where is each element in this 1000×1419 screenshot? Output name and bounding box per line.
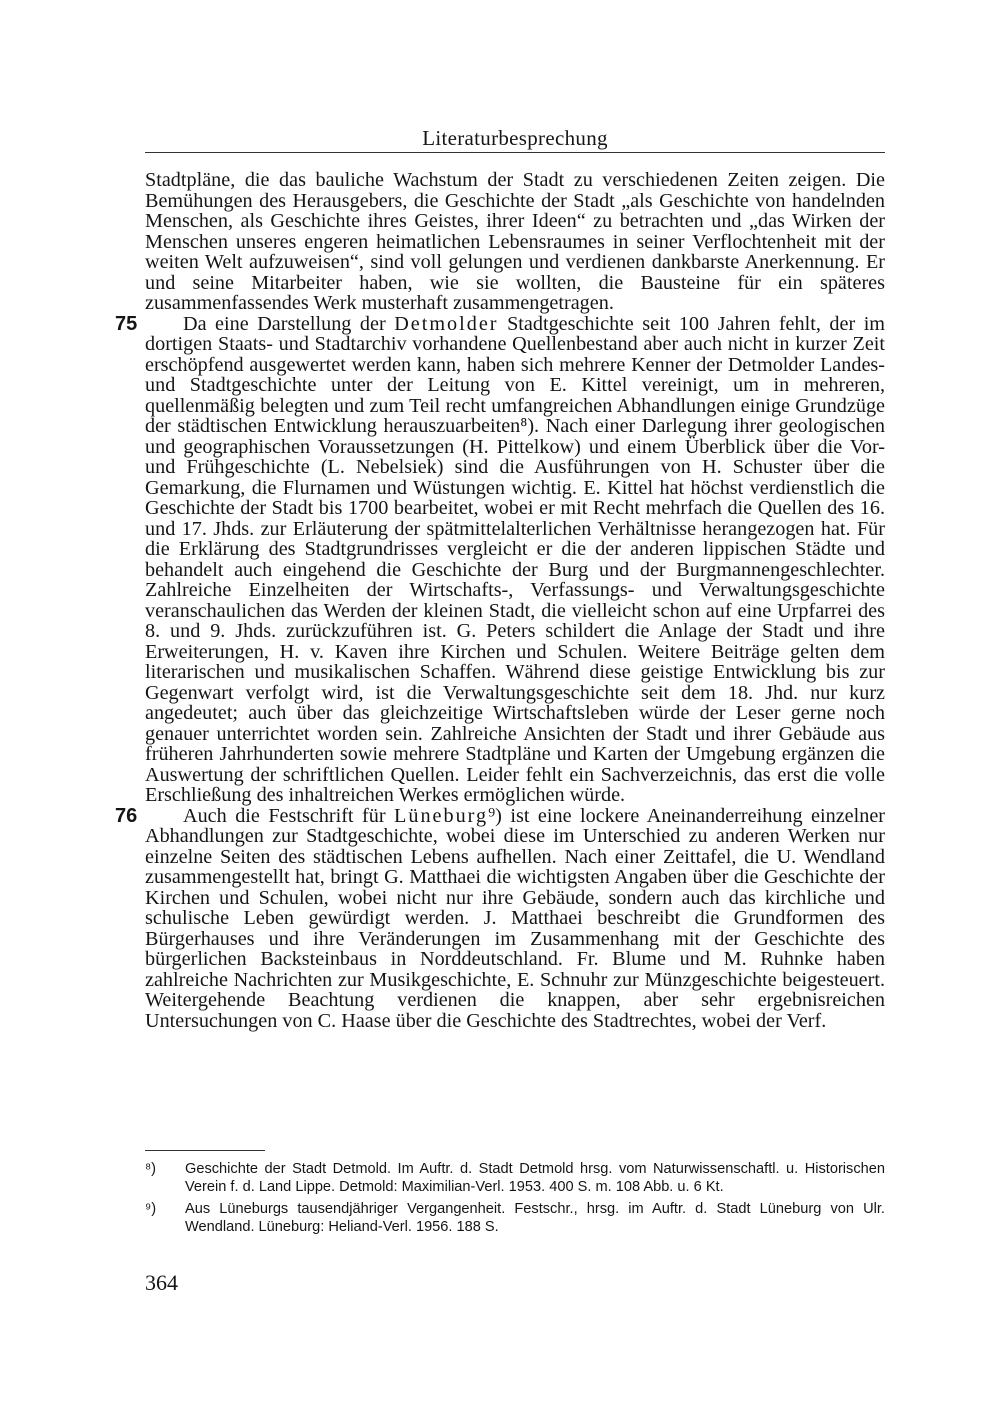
footnote-8-mark: ⁸) [145, 1161, 157, 1177]
paragraph-75 [115, 312, 886, 806]
footnotes [145, 1160, 885, 1240]
margin-number-75: 75 [115, 312, 138, 335]
main-text [115, 169, 886, 1032]
paragraph-76 [115, 804, 886, 1032]
paragraph-76-text-after: ⁹) ist eine lockere Aneinanderreihung einzelner Abhandlungen zur Stadtgeschichte, wobei diese im Unterschied zu anderen Werken nur einzelne Seiten des städtischen Lebens aufhellen. Nach einer Zeittafel, die U. Wendland zusammengestellt hat, bringt G. Matthaei die wichtigsten Angaben über die Geschichte der Kirchen und Schulen, wobei nicht nur ihre Gebäude, sondern auch das kirchliche und schulische Leben gewürdigt werden. J. Matthaei beschreibt die Grundformen des Bürgerhauses und ihre Veränderungen im Zusammenhang mit der Geschichte des bürgerlichen Backsteinbaus in Norddeutschland. Fr. Blume und M. Ruhnke haben zahlreiche Nachrichten zur Musikgeschichte, E. Schnuhr zur Münzgeschichte beigesteuert. Weitergehende Beachtung verdienen die knappen, aber sehr ergebnisreichen Untersuchungen von C. Haase über die Geschichte des Stadtrechtes, wobei der Verf. [145, 804, 886, 1032]
footnote-9 [145, 1200, 885, 1236]
footnote-9-text: Aus Lüneburgs tausendjähriger Vergangenheit. Festschr., hrsg. im Auftr. d. Stadt Lüneburg von Ulr. Wendland. Lüneburg: Heliand-Verl. 1956. 188 S. [185, 1201, 885, 1235]
header-rule [145, 152, 885, 153]
running-header: Literaturbesprechung [422, 126, 608, 150]
margin-number-76: 76 [115, 804, 138, 827]
footnote-8-text: Geschichte der Stadt Detmold. Im Auftr. d. Stadt Detmold hrsg. vom Naturwissenschaftl. u. Historischen Verein f. d. Land Lippe. Detmold: Maximilian-Verl. 1953. 400 S. m. 108 Abb. u. 6 Kt. [185, 1161, 885, 1195]
paragraph-75-spaced-name: Detmolder [394, 312, 499, 335]
paragraph-continuation: Stadtpläne, die das bauliche Wachstum der Stadt zu verschiedenen Zeiten zeigen. Die Bemühungen des Herausgebers, die Geschichte der Stadt „als Geschichte von handelnden Menschen, als Geschichte ihres Geistes, ihrer Ideen“ zu betrachten und „das Wirken der Menschen unseres engeren heimatlichen Lebensraumes in seiner Verflochtenheit mit der weiten Welt aufzuweisen“, sind voll gelungen und verdienen dankbarste Anerkennung. Er und seine Mitarbeiter haben, wie sie wollten, die Bausteine für ein späteres zusammenfassendes Werk musterhaft zusammengetragen. [145, 169, 885, 314]
paragraph-75-text-before: Da eine Darstellung der [183, 312, 395, 335]
paragraph-75-text-after: Stadtgeschichte seit 100 Jahren fehlt, der im dortigen Staats- und Stadtarchiv vorhandene Quellenbestand aber auch nicht in kurzer Zeit erschöpfend ausgewertet werden kann, haben sich mehrere Kenner der Detmolder Landes- und Stadtgeschichte unter der Leitung von E. Kittel vereinigt, um in mehreren, quellenmäßig belegten und zum Teil recht umfangreichen Abhandlungen einige Grundzüge der städtischen Entwicklung herauszuarbeiten⁸). Nach einer Darlegung ihrer geologischen und geographischen Voraussetzungen (H. Pittelkow) und einem Überblick über die Vor- und Frühgeschichte (L. Nebelsiek) sind die Ausführungen von H. Schuster über die Gemarkung, die Flurnamen und Wüstungen wichtig. E. Kittel hat höchst verdienstlich die Geschichte der Stadt bis 1700 bearbeitet, wobei er mit Recht mehrfach die Quellen des 16. und 17. Jhds. zur Erläuterung der spätmittelalterlichen Verhältnisse herangezogen hat. Für die Erklärung des Stadtgrundrisses vergleicht er die der anderen lippischen Städte und behandelt auch eingehend die Geschichte der Burg und der Burgmannengeschlechter. Zahlreiche Einzelheiten der Wirtschafts-, Verfassungs- und Verwaltungsgeschichte veranschaulichen das Werden der kleinen Stadt, die vielleicht schon auf eine Urpfarrei des 8. und 9. Jhds. zurückzuführen ist. G. Peters schildert die Anlage der Stadt und ihre Erweiterungen, H. v. Kaven ihre Kirchen und Schulen. Weitere Beiträge gelten dem literarischen und musikalischen Schaffen. Während diese geistige Entwicklung bis zur Gegenwart verfolgt wird, ist die Verwaltungsgeschichte seit dem 18. Jhd. nur kurz angedeutet; auch über das gleichzeitige Wirtschaftsleben würde der Leser gerne noch genauer unterrichtet worden sein. Zahlreiche Ansichten der Stadt und ihrer Gebäude aus früheren Jahrhunderten sowie mehrere Stadtpläne und Karten der Umgebung ergänzen die Auswertung der schriftlichen Quellen. Leider fehlt ein Sachverzeichnis, das erst die volle Erschließung des inhaltreichen Werkes ermöglichen würde. [145, 312, 886, 806]
footnote-rule [145, 1150, 265, 1151]
page-number: 364 [145, 1270, 178, 1295]
paragraph-76-text-before: Auch die Festschrift für [183, 804, 395, 827]
footnote-9-mark: ⁹) [145, 1201, 157, 1217]
footnote-8 [145, 1160, 885, 1196]
paragraph-76-spaced-name: Lüneburg [394, 804, 489, 827]
